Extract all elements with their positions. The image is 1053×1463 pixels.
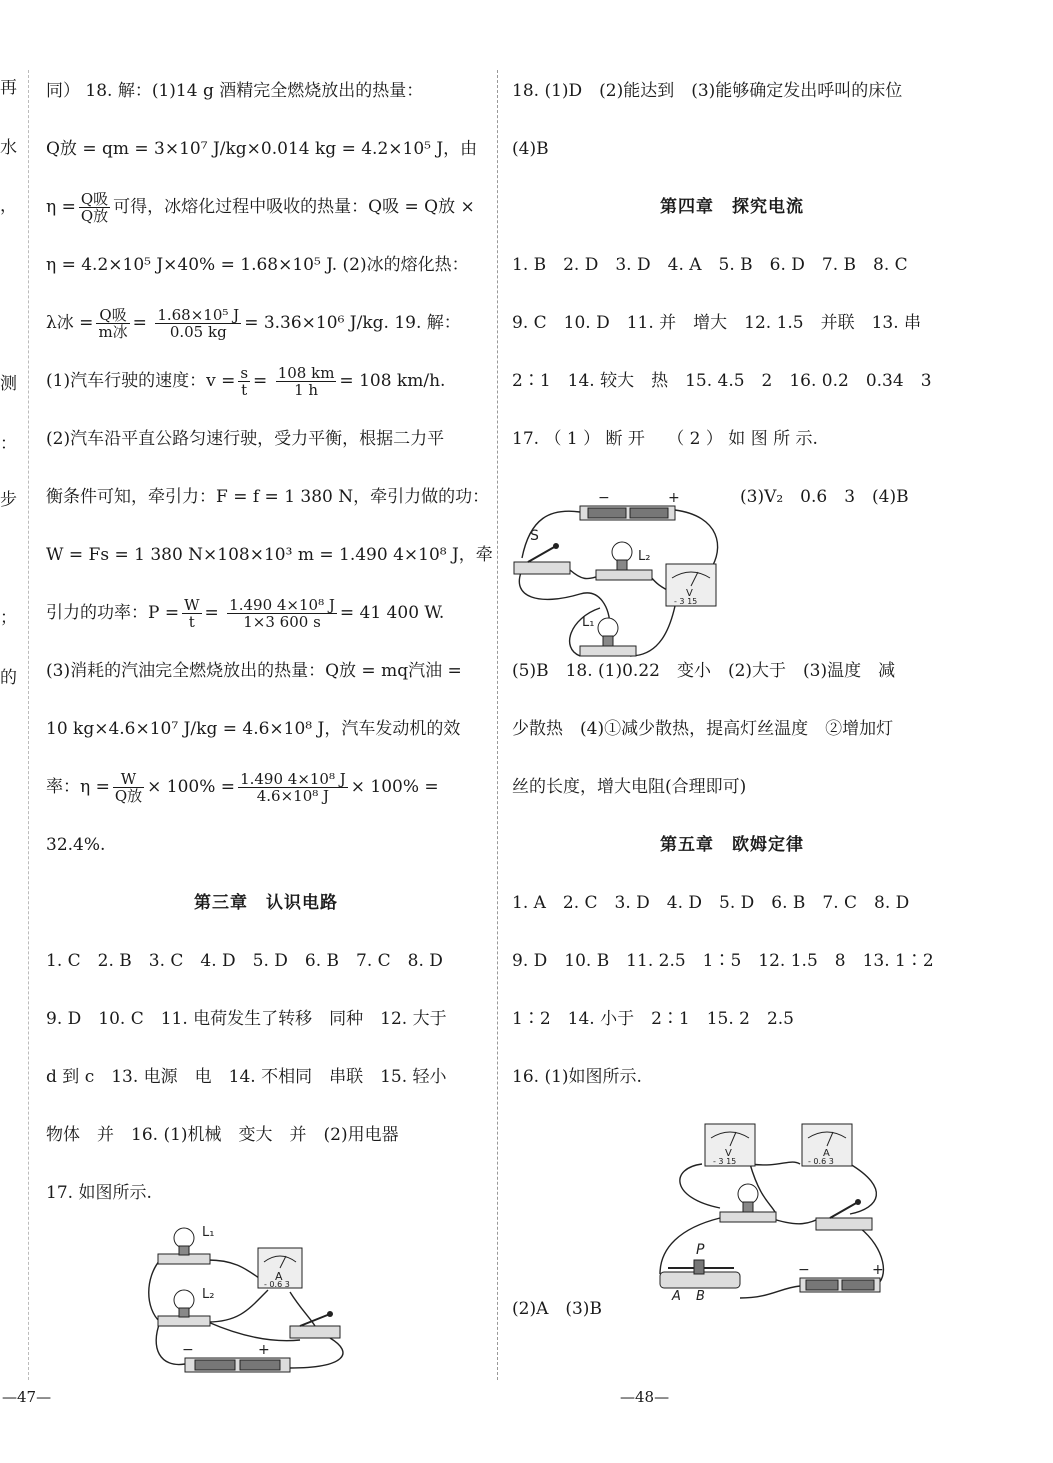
answer-line: (3)V₂ 0.6 3 (4)B <box>740 487 909 507</box>
formula-text: (1)汽车行驶的速度：v = <box>46 371 236 391</box>
formula-line: 引力的功率：P = $\frac{W}{t}$ = $\frac{\text{1.490 4×10⁸ J}}{1\times 3 600 s}$ = 41 400 W. <box>46 595 445 631</box>
answer-line: 17. （ 1 ） 断 开 （ 2 ） 如 图 所 示. <box>512 429 818 449</box>
page-number-left: —47— <box>2 1388 52 1406</box>
gutter-char: 测 <box>0 374 17 394</box>
fraction-denominator: Q放 <box>80 207 109 225</box>
battery-icon <box>580 506 675 520</box>
switch-label: S <box>530 528 539 544</box>
bulb-l1-label: L₁ <box>582 615 595 630</box>
formula-line <box>46 758 486 816</box>
gutter-divider <box>28 70 29 1380</box>
formula-text: × 100% = <box>147 777 236 797</box>
rheostat-icon <box>660 1260 740 1288</box>
answer-line: (5)B 18. (1)0.22 变小 (2)大于 (3)温度 减 <box>512 661 896 681</box>
answer-line: 9. D 10. C 11. 电荷发生了转移 同种 12. 大于 <box>46 1009 447 1029</box>
fraction <box>238 365 250 399</box>
text-line: 32.4%. <box>46 835 106 855</box>
page-number-right: —48— <box>620 1388 670 1406</box>
battery-minus: − <box>598 490 610 506</box>
fraction-numerator: 1.490 4×10⁸ J <box>229 595 335 614</box>
ammeter-scale: - 0.6 3 <box>808 1157 834 1166</box>
answer-line: 1. B 2. D 3. D 4. A 5. B 6. D 7. B 8. C <box>512 255 908 275</box>
text-line: W = Fs = 1 380 N×108×10³ m = 1.490 4×10⁸ J，牵 <box>46 545 493 565</box>
formula-text: = 108 km/h. <box>339 371 446 391</box>
text-line: (2)汽车沿平直公路匀速行驶，受力平衡，根据二力平 <box>46 429 445 449</box>
battery-plus: + <box>258 1342 270 1358</box>
answer-line: 物体 并 16. (1)机械 变大 并 (2)用电器 <box>46 1125 399 1145</box>
answer-line: 丝的长度，增大电阻(合理即可) <box>512 777 747 797</box>
gutter-char: 再 <box>0 78 17 98</box>
fraction-denominator: 1×3 600 s <box>243 613 321 631</box>
gutter-char: ； <box>0 608 17 628</box>
circuit-diagram-ch4 <box>510 488 732 666</box>
text-line: Q放 = qm = 3×10⁷ J/kg×0.014 kg = 4.2×10⁵ J，由 <box>46 139 478 159</box>
fraction-numerator: 1.490 4×10⁸ J <box>240 769 346 788</box>
ammeter-scale: - 0.6 3 <box>264 1280 290 1289</box>
fraction-denominator: t <box>241 381 248 399</box>
formula-text: 引力的功率：P = <box>46 603 180 623</box>
gutter-char: 的 <box>0 668 17 688</box>
fraction <box>79 191 110 225</box>
terminal-b-label: B <box>696 1289 705 1302</box>
fraction-denominator: m冰 <box>98 323 128 341</box>
text-line: 10 kg×4.6×10⁷ J/kg = 4.6×10⁸ J，汽车发动机的效 <box>46 719 461 739</box>
bulb-l2-label: L₂ <box>638 549 651 564</box>
fraction <box>182 597 201 631</box>
answer-line: 18. (1)D (2)能达到 (3)能够确定发出呼叫的床位 <box>512 81 903 101</box>
answer-line: (4)B <box>512 139 549 159</box>
column-divider <box>497 70 498 1380</box>
fraction <box>238 771 348 805</box>
ammeter-label: A <box>275 1270 283 1283</box>
chapter-title: 第五章 欧姆定律 <box>660 835 804 855</box>
voltmeter-scale: - 3 15 <box>713 1157 737 1166</box>
fraction <box>276 365 337 399</box>
text-line: (3)消耗的汽油完全燃烧放出的热量：Q放 = mq汽油 = <box>46 661 462 681</box>
formula-text: = 41 400 W. <box>339 603 445 623</box>
fraction-denominator: 0.05 kg <box>169 323 227 341</box>
terminal-a-label: A <box>672 1289 681 1302</box>
voltmeter-label: V <box>725 1148 732 1159</box>
formula-text: η = <box>46 197 76 217</box>
answer-line: (2)A (3)B <box>512 1299 602 1319</box>
circuit-diagram-ch5 <box>650 1118 890 1302</box>
formula-text: × 100% = <box>350 777 439 797</box>
battery-icon <box>185 1358 290 1372</box>
gutter-char: 步 <box>0 490 17 510</box>
chapter-title: 第三章 认识电路 <box>194 893 338 913</box>
switch-icon <box>816 1199 872 1230</box>
formula-text: 率：η = <box>46 777 110 797</box>
fraction <box>113 771 144 805</box>
fraction <box>227 597 337 631</box>
fraction-numerator: W <box>113 771 144 789</box>
fraction <box>96 307 129 341</box>
battery-icon <box>800 1278 880 1292</box>
fraction-denominator: 4.6×10⁸ J <box>256 787 330 805</box>
chapter-title: 第四章 探究电流 <box>660 197 804 217</box>
formula-text: = 3.36×10⁶ J/kg. 19. 解： <box>244 313 461 333</box>
formula-text: 可得，冰熔化过程中吸收的热量：Q吸 = Q放 × <box>113 197 475 217</box>
switch-icon <box>514 543 570 574</box>
gutter-char: 水 <box>0 138 17 158</box>
formula-line: (1)汽车行驶的速度：v = $\frac{s}{t}$ = $\frac{108 km}{1 h}$ = 108 km/h. <box>46 363 446 399</box>
text-line: 同） 18. 解：(1)14 g 酒精完全燃烧放出的热量： <box>46 81 424 101</box>
answer-line: d 到 c 13. 电源 电 14. 不相同 串联 15. 轻小 <box>46 1067 447 1087</box>
answer-line: 17. 如图所示. <box>46 1183 152 1203</box>
battery-minus: − <box>798 1262 810 1278</box>
fraction-denominator: t <box>188 613 195 631</box>
circuit-diagram-ch3 <box>140 1218 360 1380</box>
fraction-numerator: 108 km <box>277 363 335 382</box>
gutter-char: ： <box>0 434 17 454</box>
answer-line: 9. D 10. B 11. 2.5 1∶5 12. 1.5 8 13. 1∶2 <box>512 951 934 971</box>
bulb-l1-label: L₁ <box>202 1225 215 1240</box>
fraction-numerator: Q吸 <box>96 307 129 325</box>
battery-plus: + <box>872 1262 884 1278</box>
answer-line: 1∶2 14. 小于 2∶1 15. 2 2.5 <box>512 1009 794 1029</box>
answer-line: 少散热 (4)①减少散热，提高灯丝温度 ②增加灯 <box>512 719 894 739</box>
battery-plus: + <box>668 490 680 506</box>
ammeter-label: A <box>823 1148 830 1159</box>
answer-line: 9. C 10. D 11. 并 增大 12. 1.5 并联 13. 串 <box>512 313 922 333</box>
fraction <box>155 307 241 341</box>
fraction-numerator: Q吸 <box>80 189 109 208</box>
fraction-denominator: Q放 <box>114 787 143 805</box>
answer-line: 2∶1 14. 较大 热 15. 4.5 2 16. 0.2 0.34 3 <box>512 371 932 391</box>
answer-line: 1. C 2. B 3. C 4. D 5. D 6. B 7. C 8. D <box>46 951 443 971</box>
gutter-char: ， <box>0 196 17 216</box>
answer-line: 1. A 2. C 3. D 4. D 5. D 6. B 7. C 8. D <box>512 893 910 913</box>
fraction-denominator: 1 h <box>294 381 319 399</box>
answer-line: 16. (1)如图所示. <box>512 1067 642 1087</box>
fraction-numerator: s <box>240 363 249 382</box>
formula-line <box>46 178 486 236</box>
switch-icon <box>290 1311 340 1338</box>
slider-label: P <box>696 1242 705 1258</box>
voltmeter-label: V <box>686 588 693 599</box>
fraction-numerator: 1.68×10⁵ J <box>157 305 240 324</box>
text-line: 衡条件可知，牵引力：F = f = 1 380 N，牵引力做的功： <box>46 487 490 507</box>
battery-minus: − <box>182 1342 194 1358</box>
bulb-l2-label: L₂ <box>202 1287 215 1302</box>
left-column <box>46 62 493 1222</box>
text-line: η = 4.2×10⁵ J×40% = 1.68×10⁵ J. (2)冰的熔化热： <box>46 255 469 275</box>
fraction-numerator: W <box>184 595 200 614</box>
voltmeter-scale: - 3 15 <box>674 597 698 606</box>
formula-text: λ冰 = <box>46 313 94 333</box>
formula-line: λ冰 = $\frac{\text{Q吸}}{\text{m冰}}$ = $\frac{\text{1.68×10⁵ J}}{0.05 kg}$ = 3.36×10⁶ J/kg. 19. 解： <box>46 305 461 341</box>
